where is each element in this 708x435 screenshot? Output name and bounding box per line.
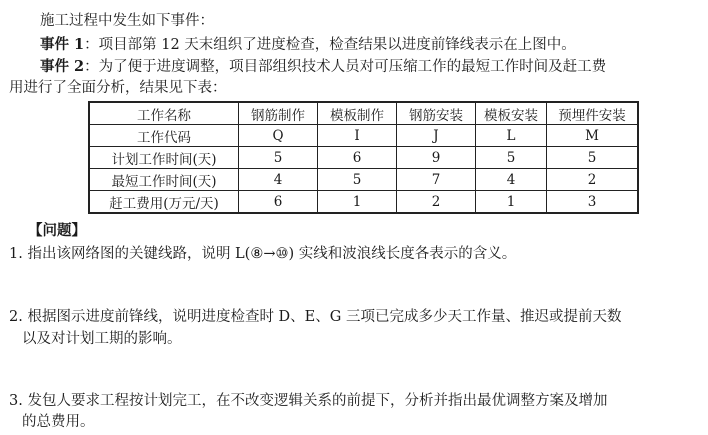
table-cell: 钢筋制作 bbox=[239, 102, 318, 125]
table-row bbox=[89, 102, 638, 125]
table-cell: 模板安装 bbox=[476, 102, 547, 125]
table-cell: 计划工作时间(天) bbox=[89, 147, 239, 169]
table-cell: 工作名称 bbox=[89, 102, 239, 125]
table-row bbox=[89, 125, 638, 147]
table-cell: 工作代码 bbox=[89, 125, 239, 147]
questions-heading: 【问题】 bbox=[28, 222, 86, 239]
question-2-line-1: 2. 根据图示进度前锋线，说明进度检查时 D、E、G 三项已完成多少天工作量、推迟或提前天数 bbox=[9, 309, 622, 325]
event-2-line-2: 用进行了全面分析，结果见下表： bbox=[9, 80, 227, 96]
table-cell: 2 bbox=[397, 191, 476, 214]
table-cell: 6 bbox=[318, 147, 397, 169]
table-cell: I bbox=[318, 125, 397, 147]
table-cell: 4 bbox=[239, 169, 318, 191]
table-cell: J bbox=[397, 125, 476, 147]
table-cell: Q bbox=[239, 125, 318, 147]
table-cell: 2 bbox=[547, 169, 639, 191]
table-cell: 3 bbox=[547, 191, 639, 214]
table-row bbox=[89, 147, 638, 169]
question-1: 1. 指出该网络图的关键线路，说明 L(⑧→⑩) 实线和波浪线长度各表示的含义。 bbox=[9, 246, 517, 262]
table-cell: 赶工费用(万元/天) bbox=[89, 191, 239, 214]
question-2-line-2: 以及对计划工期的影响。 bbox=[22, 331, 182, 347]
table-cell: 5 bbox=[547, 147, 639, 169]
table-cell: 9 bbox=[397, 147, 476, 169]
table-cell: 5 bbox=[239, 147, 318, 169]
table-cell: 最短工作时间(天) bbox=[89, 169, 239, 191]
table-cell: 5 bbox=[318, 169, 397, 191]
question-3-line-2: 的总费用。 bbox=[22, 414, 95, 430]
event-1-text: ：项目部第 12 天末组织了进度检查，检查结果以进度前锋线表示在上图中。 bbox=[84, 37, 576, 53]
work-table bbox=[88, 101, 639, 214]
table-cell: 预埋件安装 bbox=[547, 102, 639, 125]
table-cell: 1 bbox=[318, 191, 397, 214]
table-cell: 钢筋安装 bbox=[397, 102, 476, 125]
table-cell: L bbox=[476, 125, 547, 147]
event-2-line-1 bbox=[40, 58, 606, 76]
table-cell: 模板制作 bbox=[318, 102, 397, 125]
table-cell: 1 bbox=[476, 191, 547, 214]
table-cell: 5 bbox=[476, 147, 547, 169]
question-3-line-1: 3. 发包人要求工程按计划完工，在不改变逻辑关系的前提下，分析并指出最优调整方案及增加 bbox=[9, 393, 608, 409]
table-row bbox=[89, 191, 638, 214]
table-cell: 4 bbox=[476, 169, 547, 191]
event-1-label: 事件 1 bbox=[40, 36, 85, 53]
intro-text: 施工过程中发生如下事件： bbox=[40, 13, 214, 29]
event-2-text: ：为了便于进度调整，项目部组织技术人员对可压缩工作的最短工作时间及赶工费 bbox=[84, 59, 607, 75]
event-1 bbox=[40, 36, 576, 54]
table-cell: 7 bbox=[397, 169, 476, 191]
table-cell: 6 bbox=[239, 191, 318, 214]
event-2-label: 事件 2 bbox=[40, 58, 85, 75]
table-cell: M bbox=[547, 125, 639, 147]
table-row bbox=[89, 169, 638, 191]
